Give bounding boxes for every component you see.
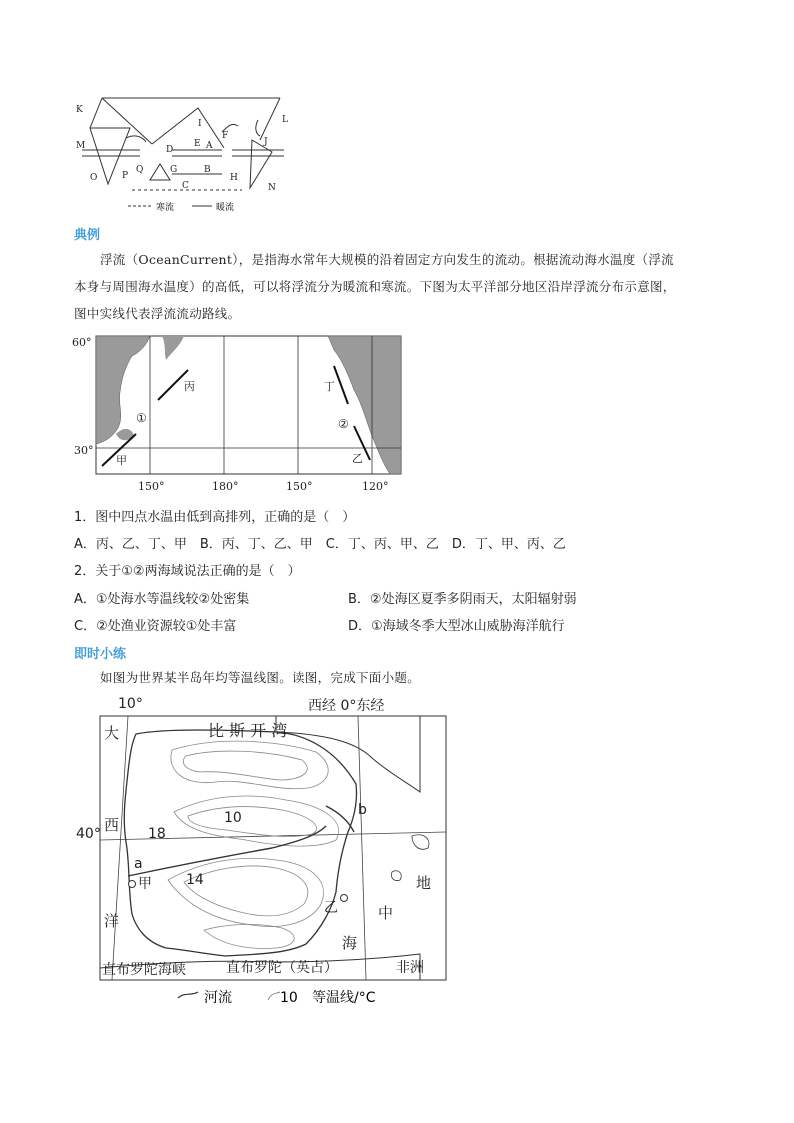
lon-label-0: 西经 0°东经 bbox=[308, 698, 385, 714]
diagram-label: D bbox=[166, 145, 174, 155]
question-2-stem: 2．关于①②两海域说法正确的是（ ） bbox=[74, 564, 301, 579]
pacific-current-map bbox=[72, 332, 412, 494]
diagram-label: Q bbox=[136, 165, 144, 175]
sea-label: 中 bbox=[378, 904, 394, 922]
legend-warm: 暖流 bbox=[216, 203, 235, 213]
lon-label: 180° bbox=[212, 480, 239, 493]
legend-cold: 寒流 bbox=[156, 203, 175, 213]
diagram-label: N bbox=[268, 183, 276, 193]
point-label-jia: 甲 bbox=[116, 454, 127, 467]
lon-label-10: 10° bbox=[118, 696, 143, 712]
gibraltar-label: 直布罗陀（英占） bbox=[226, 960, 338, 976]
diagram-label: O bbox=[90, 173, 98, 183]
diagram-label: L bbox=[282, 115, 288, 125]
section-practice-heading: 即时小练 bbox=[74, 647, 127, 662]
ocean-label: 洋 bbox=[104, 912, 120, 930]
diagram-label: G bbox=[170, 165, 178, 175]
diagram-label: J bbox=[264, 137, 268, 147]
ocean-label: 西 bbox=[104, 816, 120, 834]
point-label-yi: 乙 bbox=[324, 900, 338, 916]
diagram-label: P bbox=[122, 171, 129, 181]
lat-label-40: 40° bbox=[76, 826, 101, 842]
point-label-yi: 乙 bbox=[352, 452, 363, 465]
question-2-option-b: B．②处海区夏季多阴雨天，太阳辐射弱 bbox=[348, 592, 577, 607]
example-line: 浮流（OceanCurrent），是指海水常年大规模的沿着固定方向发生的流动。根据流动海水温度（浮流 bbox=[100, 252, 674, 267]
example-line: 图中实线代表浮流流动路线。 bbox=[74, 306, 241, 321]
diagram-label: C bbox=[182, 181, 189, 191]
sea-label: 地 bbox=[416, 874, 432, 892]
point-label-b: b bbox=[358, 802, 367, 818]
sea-label: 海 bbox=[342, 934, 358, 952]
legend-isotherm-number: 10 bbox=[280, 990, 298, 1006]
lon-label: 150° bbox=[286, 480, 313, 493]
lon-label: 120° bbox=[362, 480, 389, 493]
peninsula-isotherm-map bbox=[76, 692, 432, 1014]
diagram-label: H bbox=[230, 173, 238, 183]
diagram-label: K bbox=[76, 105, 83, 115]
area-label-1: ① bbox=[136, 411, 147, 425]
diagram-label: E bbox=[194, 139, 201, 149]
isotherm-value: 14 bbox=[186, 872, 204, 888]
ocean-label: 大 bbox=[104, 724, 120, 742]
point-label-bing: 丙 bbox=[184, 380, 195, 393]
diagram-label: A bbox=[206, 141, 213, 151]
lat-label: 60° bbox=[72, 336, 92, 349]
lat-label: 30° bbox=[74, 444, 94, 457]
legend-isotherm: 等温线/°C bbox=[312, 990, 376, 1006]
area-label-2: ② bbox=[338, 417, 349, 431]
practice-paragraph: 如图为世界某半岛年均等温线图。读图，完成下面小题。 bbox=[100, 670, 421, 685]
isotherm-value: 18 bbox=[148, 826, 166, 842]
example-paragraph bbox=[74, 246, 734, 327]
strait-label: 直布罗陀海峡 bbox=[102, 962, 186, 978]
isotherm-value: 10 bbox=[224, 810, 242, 826]
bay-label: 比 斯 开 湾 bbox=[208, 721, 288, 740]
diagram-label: M bbox=[76, 141, 86, 151]
diagram-label: I bbox=[198, 119, 202, 129]
legend-river: 河流 bbox=[204, 990, 232, 1006]
example-line: 本身与周围海水温度）的高低，可以将浮流分为暖流和寒流。下图为太平洋部分地区沿岸浮流分布示意图， bbox=[74, 279, 676, 294]
ocean-current-diagram bbox=[72, 92, 292, 220]
section-example-heading: 典例 bbox=[74, 228, 101, 243]
lon-label: 150° bbox=[138, 480, 165, 493]
point-label-a: a bbox=[134, 856, 143, 872]
question-2-option-c: C．②处渔业资源较①处丰富 bbox=[74, 619, 237, 634]
point-label-jia: 甲 bbox=[138, 876, 152, 892]
africa-label: 非洲 bbox=[396, 960, 424, 976]
question-2-option-a: A．①处海水等温线较②处密集 bbox=[74, 592, 250, 607]
question-1-stem: 1．图中四点水温由低到高排列，正确的是（ ） bbox=[74, 510, 356, 525]
point-label-ding: 丁 bbox=[324, 380, 335, 393]
question-2-option-d: D．①海域冬季大型冰山威胁海洋航行 bbox=[348, 619, 565, 634]
question-1-options: A．丙、乙、丁、甲 B．丙、丁、乙、甲 C．丁、丙、甲、乙 D．丁、甲、丙、乙 bbox=[74, 537, 566, 552]
diagram-label: F bbox=[222, 131, 229, 141]
diagram-label: B bbox=[204, 165, 211, 175]
